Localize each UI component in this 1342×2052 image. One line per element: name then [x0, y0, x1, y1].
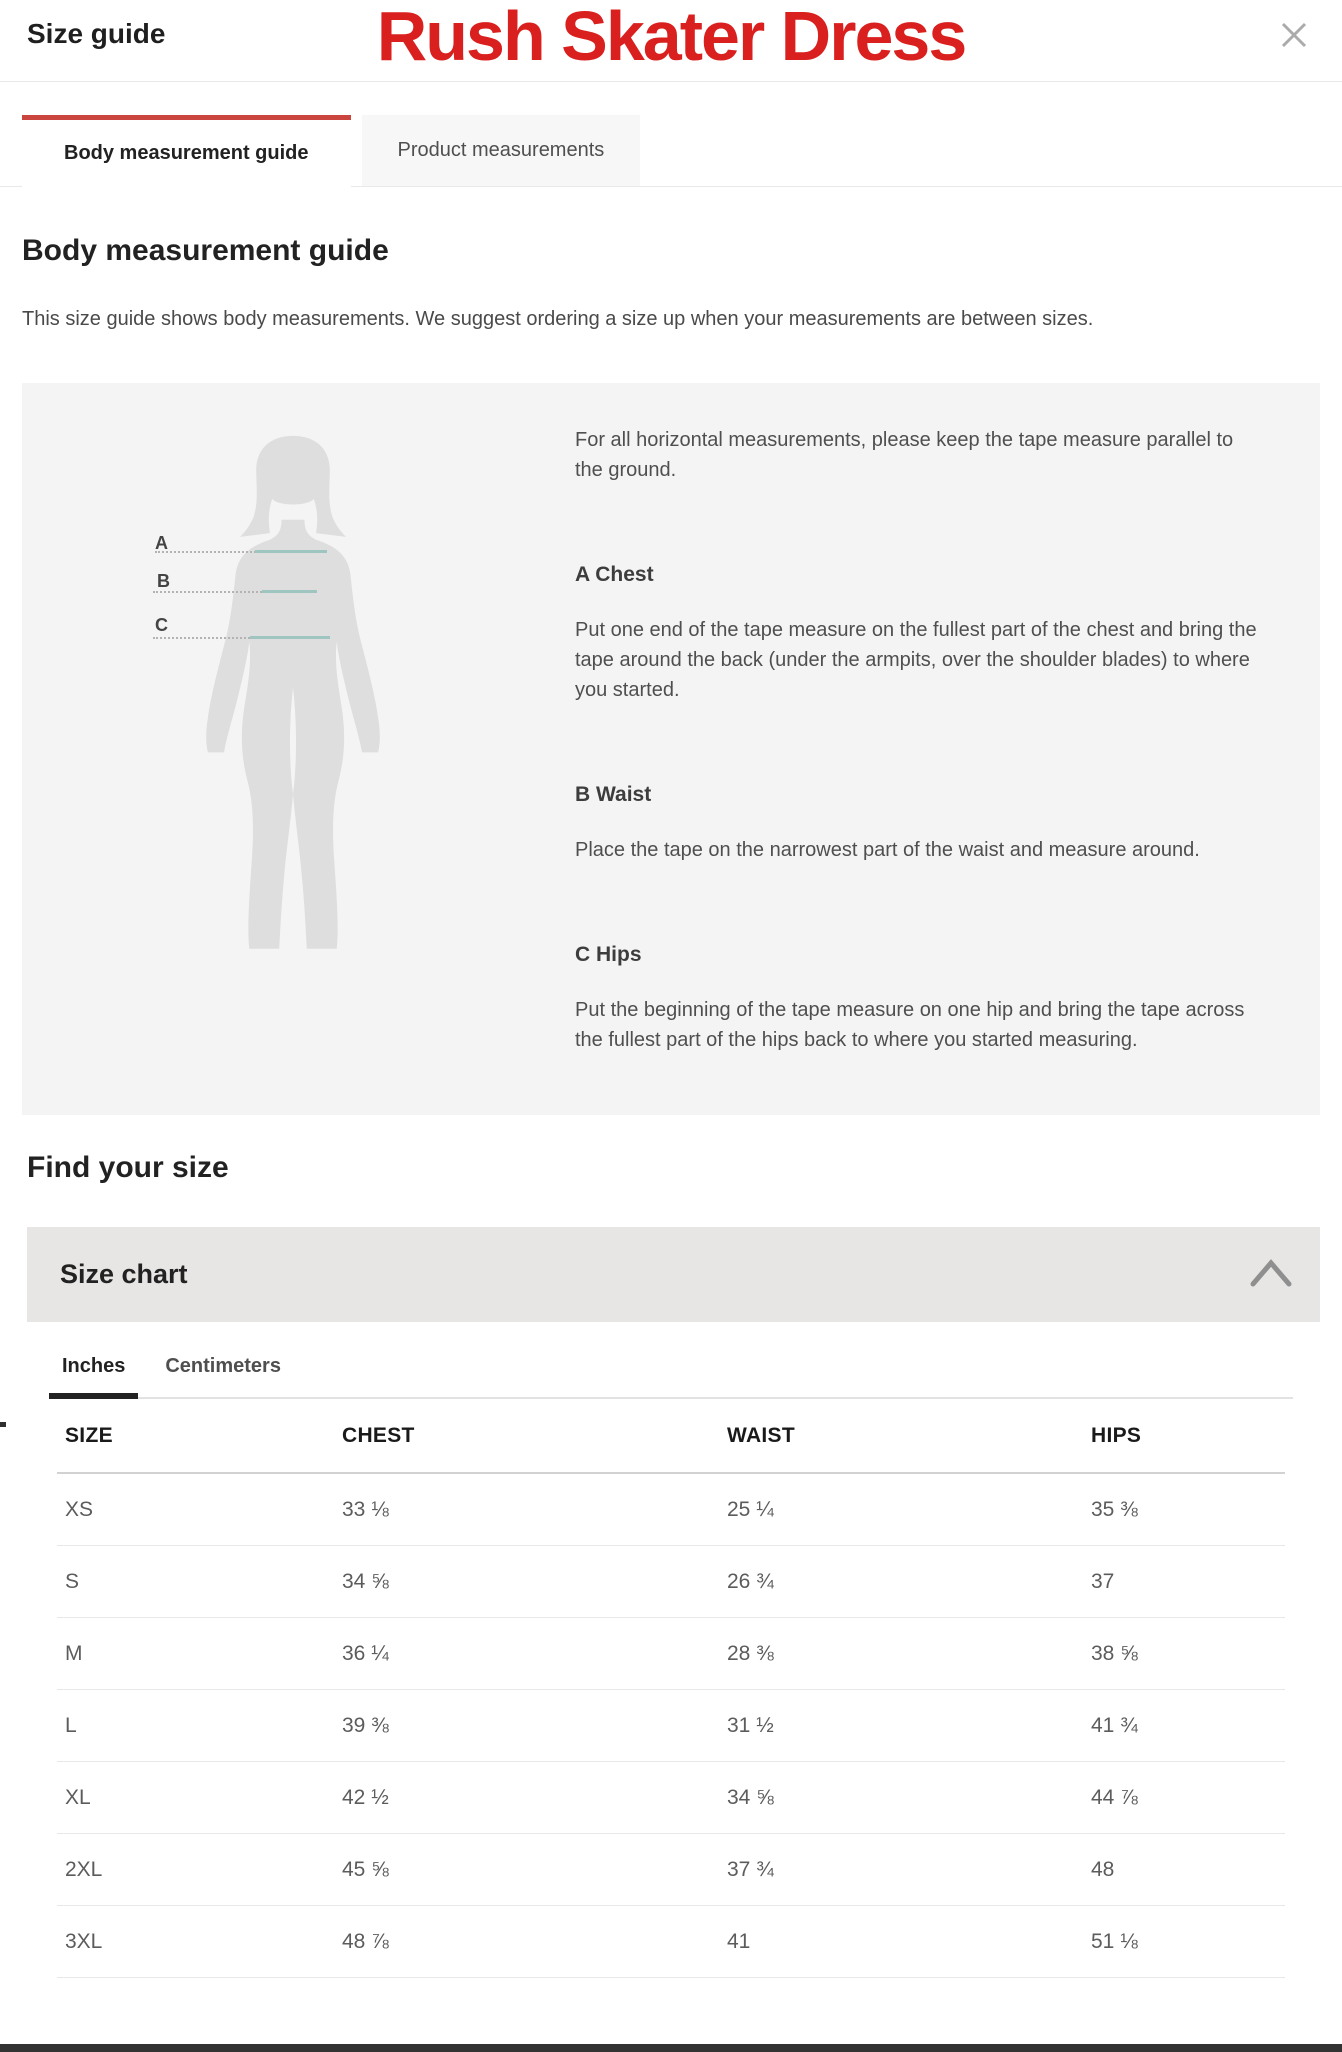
waist-section-text: Place the tape on the narrowest part of the waist and measure around. — [575, 839, 1200, 861]
table-row — [57, 1618, 1285, 1690]
cell-size: S — [65, 1569, 80, 1593]
cell-size: 2XL — [65, 1857, 103, 1881]
size-chart-table — [57, 1399, 1285, 1978]
cell-waist: 28 ⅜ — [727, 1641, 774, 1665]
unit-tab-inches[interactable]: Inches — [49, 1340, 138, 1399]
tab-body-measurement-guide[interactable] — [22, 115, 351, 187]
measure-label-c: C — [155, 615, 168, 635]
size-chart-title: Size chart — [60, 1259, 188, 1289]
cell-size: L — [65, 1713, 77, 1737]
table-row — [57, 1906, 1285, 1978]
chest-section-title: A Chest — [575, 563, 654, 586]
body-guide-description: This size guide shows body measurements. We suggest ordering a size up when your measurements are between sizes. — [22, 308, 1094, 330]
column-header-chest: CHEST — [342, 1423, 415, 1447]
modal-content — [0, 233, 1342, 1978]
tab-product-measurements[interactable] — [362, 115, 641, 186]
chevron-up-icon — [1248, 1258, 1294, 1291]
measure-line-a-chest — [255, 550, 327, 553]
cell-waist: 25 ¼ — [727, 1497, 774, 1521]
measure-intro-text: For all horizontal measurements, please keep the tape measure parallel to the ground. — [575, 429, 1234, 481]
cell-size: XL — [65, 1785, 91, 1809]
unit-tab-centimeters[interactable]: Centimeters — [165, 1355, 281, 1377]
modal-title: Size guide — [27, 18, 166, 49]
close-button[interactable] — [1272, 14, 1316, 58]
measure-label-b: B — [157, 571, 170, 591]
cell-waist: 41 — [727, 1929, 751, 1953]
measure-label-a: A — [155, 533, 168, 553]
measure-line-b-waist — [262, 590, 317, 593]
cell-hips: 41 ¾ — [1091, 1713, 1138, 1737]
size-chart-toggle[interactable] — [27, 1227, 1320, 1322]
cell-hips: 48 — [1091, 1857, 1115, 1881]
table-row — [57, 1474, 1285, 1546]
table-row — [57, 1690, 1285, 1762]
column-header-hips: HIPS — [1091, 1423, 1142, 1447]
cell-hips: 38 ⅝ — [1091, 1641, 1138, 1665]
cell-chest: 42 ½ — [342, 1785, 389, 1809]
hips-section-text: Put the beginning of the tape measure on one hip and bring the tape across the fullest part of the hips back to where you started measuring. — [575, 999, 1245, 1051]
hips-section-title: C Hips — [575, 943, 642, 966]
cell-chest: 34 ⅝ — [342, 1569, 389, 1593]
cell-hips: 44 ⅞ — [1091, 1785, 1138, 1809]
table-row — [57, 1546, 1285, 1618]
cell-chest: 48 ⅞ — [342, 1929, 389, 1953]
column-header-size: SIZE — [65, 1423, 113, 1447]
cell-hips: 35 ⅜ — [1091, 1497, 1138, 1521]
unit-tab-bar — [49, 1340, 1293, 1399]
cell-chest: 33 ⅛ — [342, 1497, 389, 1521]
tab-label: Product measurements — [397, 139, 605, 161]
cell-size: 3XL — [65, 1929, 103, 1953]
waist-section-title: B Waist — [575, 783, 652, 806]
cell-hips: 51 ⅛ — [1091, 1929, 1138, 1953]
left-edge-tick — [0, 1422, 6, 1427]
body-guide-heading: Body measurement guide — [22, 234, 389, 267]
tab-bar — [0, 115, 1342, 187]
cell-size: XS — [65, 1497, 94, 1521]
cell-waist: 26 ¾ — [727, 1569, 774, 1593]
measure-line-c-hips — [250, 636, 330, 639]
body-silhouette-illustration — [178, 432, 408, 985]
cell-hips: 37 — [1091, 1569, 1115, 1593]
chest-section-text: Put one end of the tape measure on the fullest part of the chest and bring the tape around the back (under the armpits, over the shoulder blades) to where you started. — [575, 619, 1257, 701]
cell-chest: 45 ⅝ — [342, 1857, 389, 1881]
table-row — [57, 1834, 1285, 1906]
tab-label: Body measurement guide — [64, 141, 309, 164]
cell-waist: 37 ¾ — [727, 1857, 774, 1881]
bottom-bar — [0, 2044, 1342, 2052]
cell-waist: 34 ⅝ — [727, 1785, 774, 1809]
body-figure-area — [22, 383, 575, 1115]
find-your-size-heading: Find your size — [27, 1151, 229, 1184]
cell-waist: 31 ½ — [727, 1713, 774, 1737]
cell-chest: 36 ¼ — [342, 1641, 389, 1665]
table-header-row — [57, 1399, 1285, 1474]
measurement-guide-box — [22, 383, 1320, 1115]
column-header-waist: WAIST — [727, 1423, 795, 1447]
cell-chest: 39 ⅜ — [342, 1713, 389, 1737]
table-row — [57, 1762, 1285, 1834]
close-icon — [1277, 40, 1311, 55]
modal-header — [0, 0, 1342, 82]
measurement-instructions — [575, 383, 1320, 1115]
product-name: Rush Skater Dress — [376, 0, 966, 75]
cell-size: M — [65, 1641, 83, 1665]
